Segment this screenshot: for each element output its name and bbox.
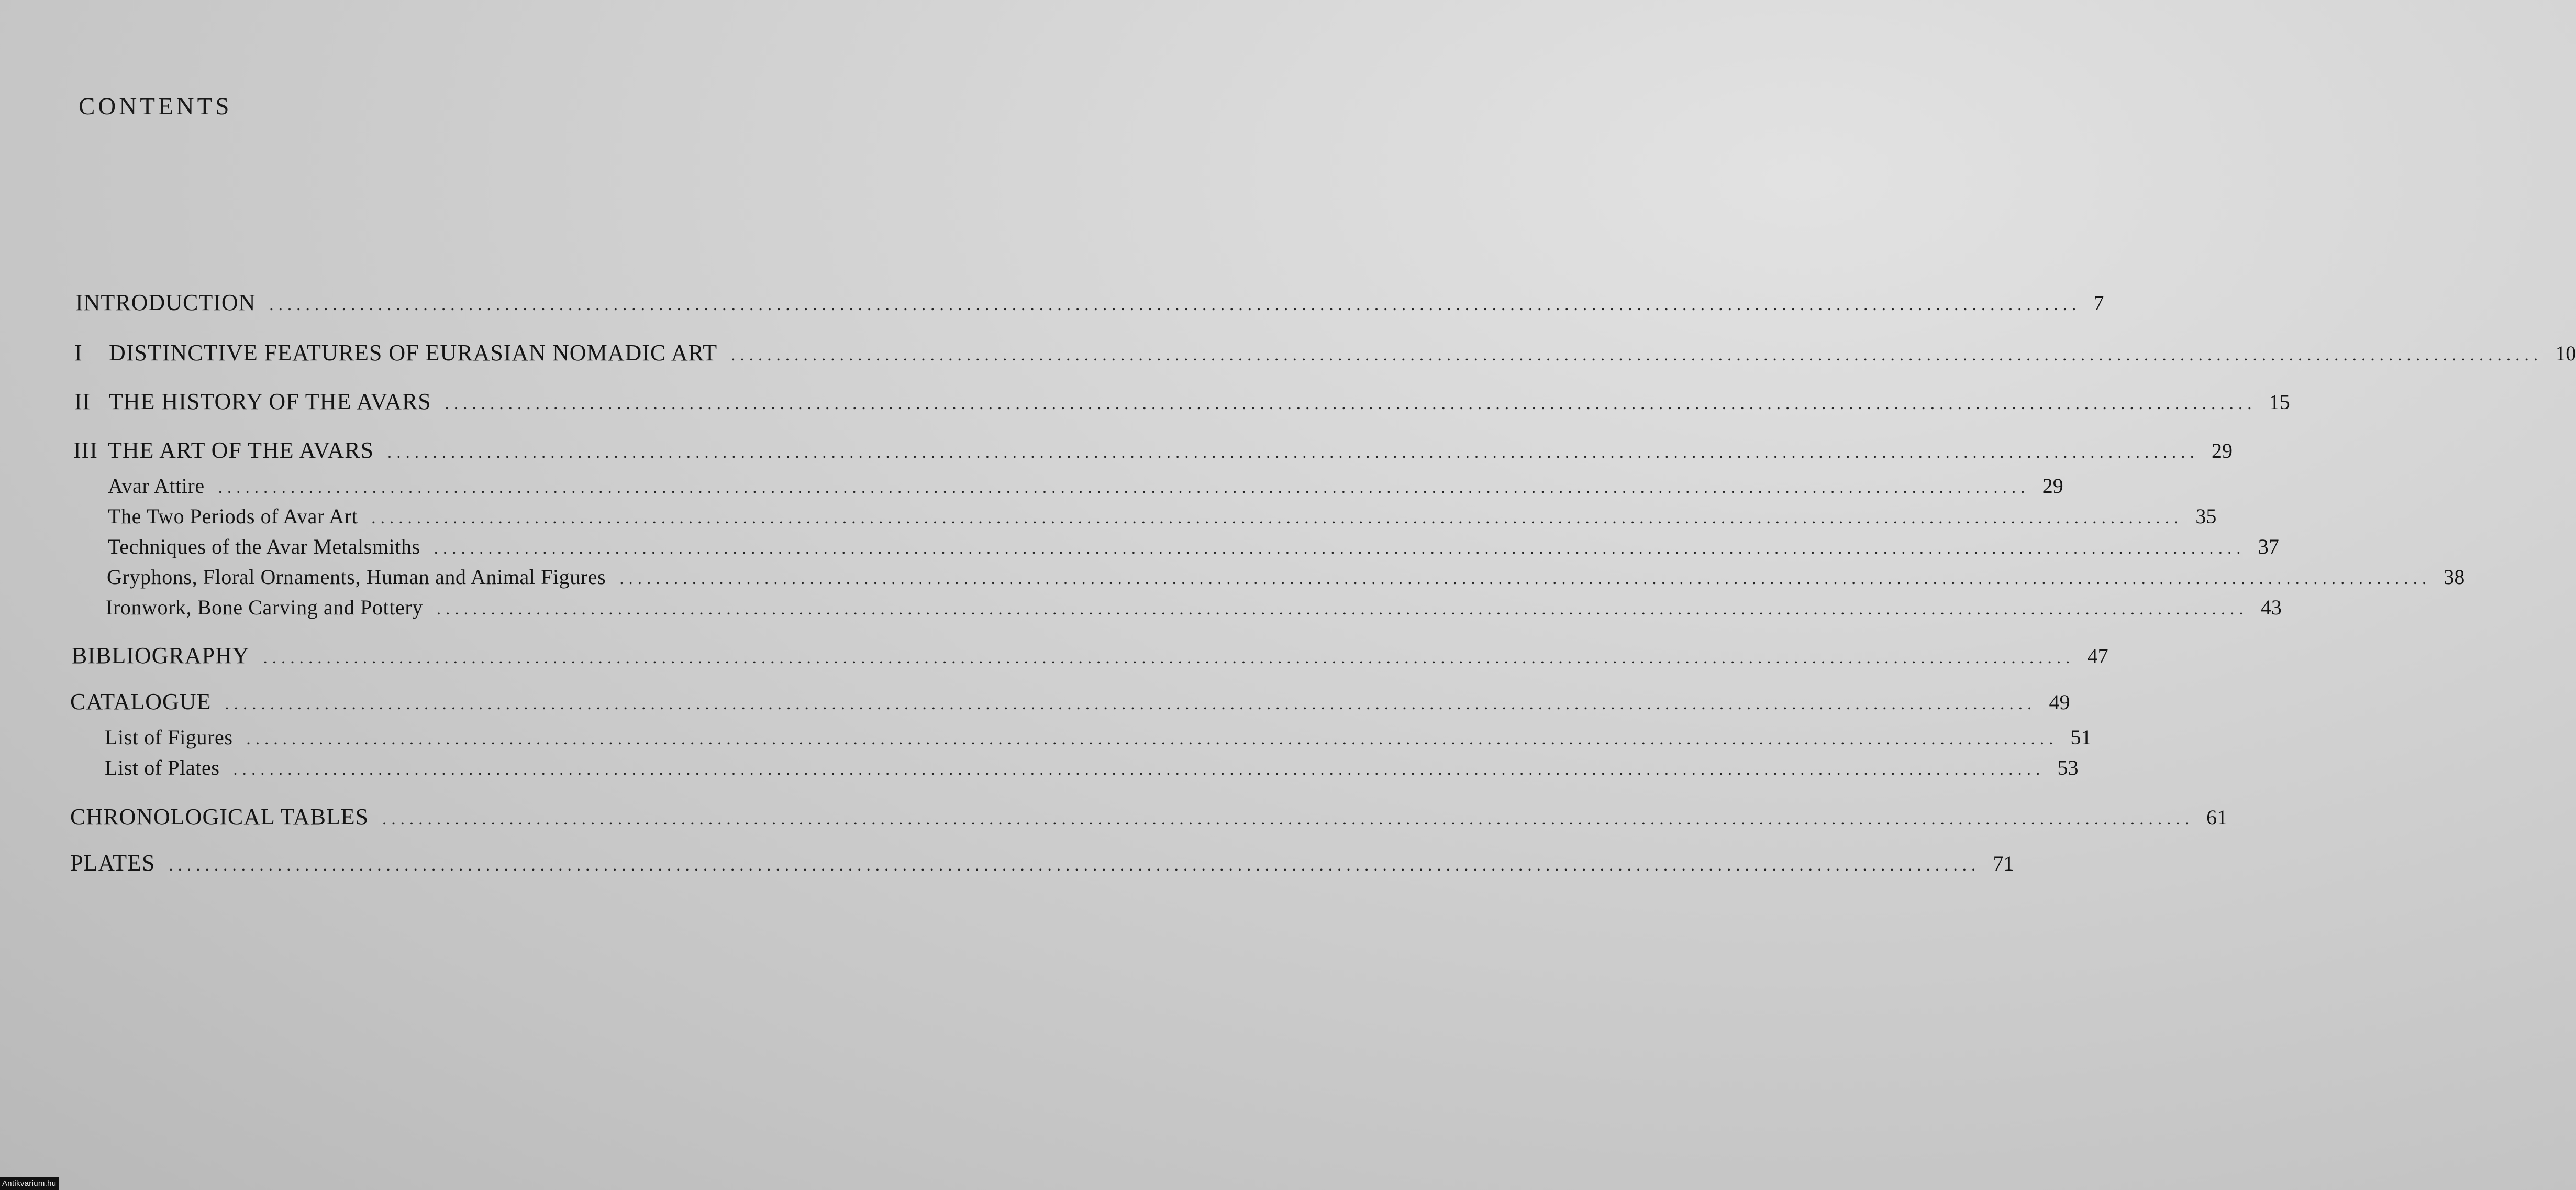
toc-entry-title: Avar Attire — [108, 474, 205, 498]
toc-entry-title: THE HISTORY OF THE AVARS — [109, 389, 431, 414]
toc-subentry-avar-attire — [108, 473, 2063, 505]
toc-entry-title: List of Plates — [105, 756, 220, 779]
toc-subentry-ironwork — [106, 595, 2282, 626]
toc-entry-introduction — [75, 289, 2104, 321]
toc-page-number: 43 — [2260, 596, 2282, 619]
toc-page-number: 49 — [2049, 690, 2070, 714]
toc-entry-chapter-2 — [74, 388, 2290, 420]
dot-leader: ........................................................................................................................................................................................................ — [225, 694, 2037, 713]
dot-leader: ........................................................................................................................................................................................................ — [387, 443, 2200, 461]
toc-entry-label — [74, 339, 731, 366]
toc-entry-title: THE ART OF THE AVARS — [108, 437, 374, 463]
dot-leader: ........................................................................................................................................................................................................ — [169, 855, 1981, 874]
toc-entry-label — [75, 289, 269, 316]
toc-page-number: 53 — [2057, 756, 2079, 779]
toc-entry-plates — [70, 850, 2014, 881]
dot-leader: ........................................................................................................................................................................................................ — [434, 538, 2246, 557]
dot-leader: ........................................................................................................................................................................................................ — [233, 759, 2045, 778]
toc-page-number: 29 — [2042, 474, 2063, 498]
toc-page-number: 61 — [2206, 806, 2228, 829]
dot-leader: ........................................................................................................................................................................................................ — [218, 478, 2030, 497]
toc-entry-title: Techniques of the Avar Metalsmiths — [108, 535, 420, 558]
toc-entry-catalogue — [70, 688, 2070, 720]
toc-entry-title: CHRONOLOGICAL TABLES — [70, 804, 369, 830]
toc-page-number: 15 — [2269, 390, 2290, 414]
site-watermark: Antikvarium.hu — [0, 1177, 59, 1190]
chapter-numeral: III — [73, 437, 98, 463]
dot-leader: ........................................................................................................................................................................................................ — [263, 648, 2075, 667]
dot-leader: ........................................................................................................................................................................................................ — [371, 508, 2183, 527]
toc-page-number: 10 — [2555, 341, 2576, 365]
toc-entry-title: CATALOGUE — [70, 689, 212, 714]
toc-subentry-list-of-plates — [105, 755, 2079, 787]
toc-page-number: 7 — [2093, 291, 2104, 315]
toc-entry-chapter-1 — [74, 339, 2576, 371]
dot-leader: ........................................................................................................................................................................................................ — [382, 809, 2194, 828]
toc-page-number: 71 — [1993, 852, 2014, 875]
toc-entry-title: The Two Periods of Avar Art — [108, 504, 358, 528]
toc-entry-bibliography — [72, 642, 2108, 674]
toc-entry-title: List of Figures — [105, 725, 233, 749]
toc-entry-chapter-3 — [73, 437, 2233, 468]
toc-page-number: 37 — [2258, 535, 2279, 558]
chapter-numeral: I — [74, 340, 83, 366]
toc-page-number: 38 — [2444, 565, 2465, 589]
toc-entry-chronological-tables — [70, 803, 2228, 835]
dot-leader: ........................................................................................................................................................................................................ — [436, 599, 2248, 618]
toc-page-number: 51 — [2070, 725, 2092, 749]
dot-leader: ........................................................................................................................................................................................................ — [445, 394, 2257, 413]
page-title: CONTENTS — [79, 93, 232, 120]
toc-subentry-gryphons — [107, 565, 2465, 596]
toc-page-number: 47 — [2087, 644, 2108, 668]
toc-entry-title: Gryphons, Floral Ornaments, Human and Animal Figures — [107, 565, 606, 589]
dot-leader: ........................................................................................................................................................................................................ — [731, 345, 2543, 364]
dot-leader: ........................................................................................................................................................................................................ — [246, 729, 2058, 748]
toc-page-number: 35 — [2195, 504, 2217, 528]
dot-leader: ........................................................................................................................................................................................................ — [269, 295, 2081, 314]
toc-subentry-list-of-figures — [105, 725, 2092, 756]
toc-subentry-techniques — [108, 534, 2279, 566]
chapter-numeral: II — [74, 389, 91, 414]
toc-page-number: 29 — [2212, 439, 2233, 462]
toc-subentry-two-periods — [108, 504, 2217, 535]
toc-entry-title: PLATES — [70, 850, 156, 876]
toc-entry-label — [74, 388, 445, 415]
toc-entry-title: DISTINCTIVE FEATURES OF EURASIAN NOMADIC ART — [109, 340, 718, 366]
toc-entry-title: INTRODUCTION — [75, 290, 256, 315]
toc-entry-title: BIBLIOGRAPHY — [72, 643, 250, 668]
toc-entry-label — [73, 437, 387, 464]
dot-leader: ........................................................................................................................................................................................................ — [619, 569, 2431, 588]
toc-entry-title: Ironwork, Bone Carving and Pottery — [106, 596, 423, 619]
